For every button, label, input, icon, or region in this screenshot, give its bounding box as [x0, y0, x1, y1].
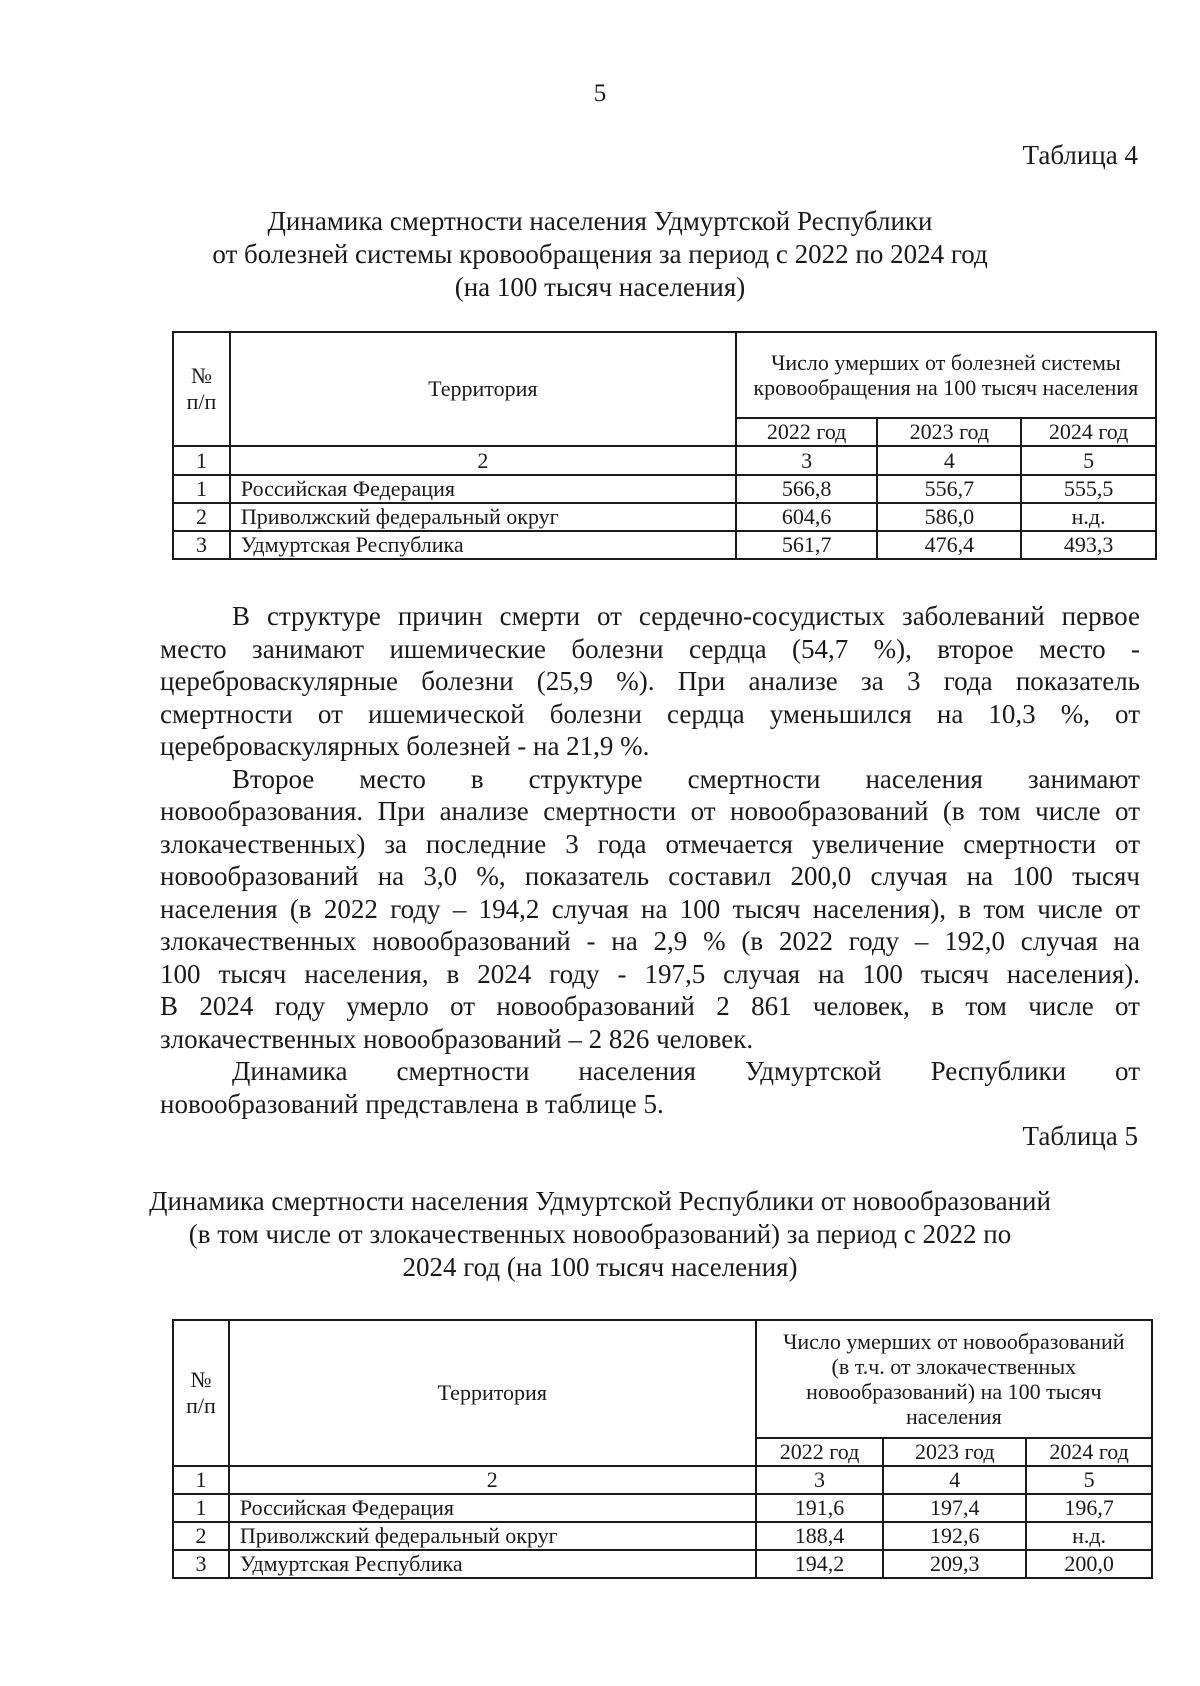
num-symbol: № — [190, 1367, 212, 1392]
table4-title-line: (на 100 тысяч населения) — [454, 272, 746, 302]
page-number: 5 — [593, 80, 607, 107]
value-cell: 200,0 — [1026, 1550, 1152, 1578]
value-cell: 476,4 — [877, 531, 1021, 559]
table4 — [172, 331, 1157, 560]
table-row — [173, 531, 1156, 559]
text-line: В структуре причин смерти от сердечно-сосудистых заболеваний первое — [232, 601, 1140, 631]
table5 — [172, 1319, 1153, 1579]
text-line: место занимают ишемические болезни сердца (54,7 %), второе место - — [160, 633, 1140, 664]
num-abbrev: п/п — [186, 1393, 216, 1418]
num-header — [173, 332, 230, 446]
year-header: 2022 год — [736, 418, 878, 446]
table-row — [173, 1522, 1152, 1550]
table5-label: Таблица 5 — [1022, 1121, 1138, 1151]
territory-cell: Приволжский федеральный округ — [229, 1522, 756, 1550]
text-line: В 2024 году умерло от новообразований 2 861 человек, в том числе от — [160, 991, 1140, 1021]
value-cell: н.д. — [1026, 1522, 1152, 1550]
table5-title-line: 2024 год (на 100 тысяч населения) — [402, 1252, 798, 1282]
group-header: Число умерших от болезней системы кровообращения на 100 тысяч населения — [736, 332, 1156, 418]
group-header: Число умерших от новообразований (в т.ч. от злокачественных новообразований) на 100 тысяч населения — [756, 1320, 1152, 1438]
value-cell: 194,2 — [756, 1550, 884, 1578]
column-number: 4 — [883, 1466, 1026, 1494]
value-cell: 191,6 — [756, 1494, 884, 1522]
value-cell: 556,7 — [877, 475, 1021, 503]
territory-header: Территория — [229, 1320, 756, 1466]
row-number: 3 — [173, 1550, 229, 1578]
year-header: 2023 год — [877, 418, 1021, 446]
territory-header: Территория — [230, 332, 736, 446]
num-header — [173, 1320, 229, 1466]
year-header: 2022 год — [756, 1438, 884, 1466]
text-line: цереброваскулярные болезни (25,9 %). При анализе за 3 года показатель — [160, 666, 1140, 696]
row-number: 3 — [173, 531, 230, 559]
value-cell: 196,7 — [1026, 1494, 1152, 1522]
value-cell: 566,8 — [736, 475, 878, 503]
column-number: 3 — [736, 446, 878, 475]
value-cell: 192,6 — [883, 1522, 1026, 1550]
text-line: Динамика смертности населения Удмуртской Республики от — [232, 1056, 1140, 1086]
column-number: 5 — [1026, 1466, 1152, 1494]
territory-cell: Российская Федерация — [229, 1494, 756, 1522]
text-line: цереброваскулярных болезней - на 21,9 %. — [160, 731, 650, 761]
column-number-row — [173, 1466, 1152, 1494]
row-number: 1 — [173, 475, 230, 503]
column-number-row — [173, 446, 1156, 475]
text-line: новообразований на 3,0 %, показатель составил 200,0 случая на 100 тысяч — [160, 861, 1140, 891]
table5-title — [50, 1185, 1150, 1284]
value-cell: 555,5 — [1021, 475, 1156, 503]
value-cell: 209,3 — [883, 1550, 1026, 1578]
table4-title-line: от болезней системы кровообращения за период с 2022 по 2024 год — [212, 239, 988, 269]
year-header: 2023 год — [883, 1438, 1026, 1466]
column-number: 1 — [173, 446, 230, 475]
text-line: Второе место в структуре смертности населения занимают — [232, 763, 1140, 794]
value-cell: н.д. — [1021, 503, 1156, 531]
row-number: 2 — [173, 503, 230, 531]
value-cell: 586,0 — [877, 503, 1021, 531]
column-number: 2 — [229, 1466, 756, 1494]
text-line: злокачественных новообразований – 2 826 человек. — [160, 1023, 754, 1054]
territory-cell: Удмуртская Республика — [229, 1550, 756, 1578]
text-line: 100 тысяч населения, в 2024 году - 197,5 случая на 100 тысяч населения). — [160, 958, 1140, 989]
territory-cell: Российская Федерация — [230, 475, 736, 503]
value-cell: 561,7 — [736, 531, 878, 559]
table-row — [173, 1550, 1152, 1578]
territory-cell: Приволжский федеральный округ — [230, 503, 736, 531]
value-cell: 493,3 — [1021, 531, 1156, 559]
text-line: злокачественных новообразований - на 2,9 % (в 2022 году – 192,0 случая на — [160, 926, 1140, 956]
year-header: 2024 год — [1021, 418, 1156, 446]
column-number: 3 — [756, 1466, 884, 1494]
table-row — [173, 475, 1156, 503]
value-cell: 604,6 — [736, 503, 878, 531]
table4-label: Таблица 4 — [1022, 140, 1138, 170]
territory-cell: Удмуртская Республика — [230, 531, 736, 559]
text-line: новообразования. При анализе смертности от новообразований (в том числе от — [160, 796, 1140, 826]
table-row — [173, 1494, 1152, 1522]
table-row — [173, 503, 1156, 531]
table4-title — [50, 205, 1150, 304]
column-number: 2 — [230, 446, 736, 475]
text-line: злокачественных) за последние 3 года отмечается увеличение смертности от — [160, 828, 1140, 859]
row-number: 1 — [173, 1494, 229, 1522]
body-text — [160, 600, 1140, 1120]
table5-title-line: (в том числе от злокачественных новообразований) за период с 2022 по — [188, 1219, 1012, 1249]
row-number: 2 — [173, 1522, 229, 1550]
value-cell: 188,4 — [756, 1522, 884, 1550]
num-symbol: № — [190, 363, 212, 388]
table4-title-line: Динамика смертности населения Удмуртской Республики — [267, 206, 933, 236]
column-number: 1 — [173, 1466, 229, 1494]
year-header: 2024 год — [1026, 1438, 1152, 1466]
value-cell: 197,4 — [883, 1494, 1026, 1522]
column-number: 4 — [877, 446, 1021, 475]
num-abbrev: п/п — [186, 389, 217, 414]
text-line: населения (в 2022 году – 194,2 случая на 100 тысяч населения), в том числе от — [160, 893, 1140, 924]
column-number: 5 — [1021, 446, 1156, 475]
text-line: смертности от ишемической болезни сердца уменьшился на 10,3 %, от — [160, 698, 1140, 729]
table5-title-line: Динамика смертности населения Удмуртской Республики от новообразований — [149, 1186, 1051, 1216]
text-line: новообразований представлена в таблице 5. — [160, 1088, 664, 1119]
